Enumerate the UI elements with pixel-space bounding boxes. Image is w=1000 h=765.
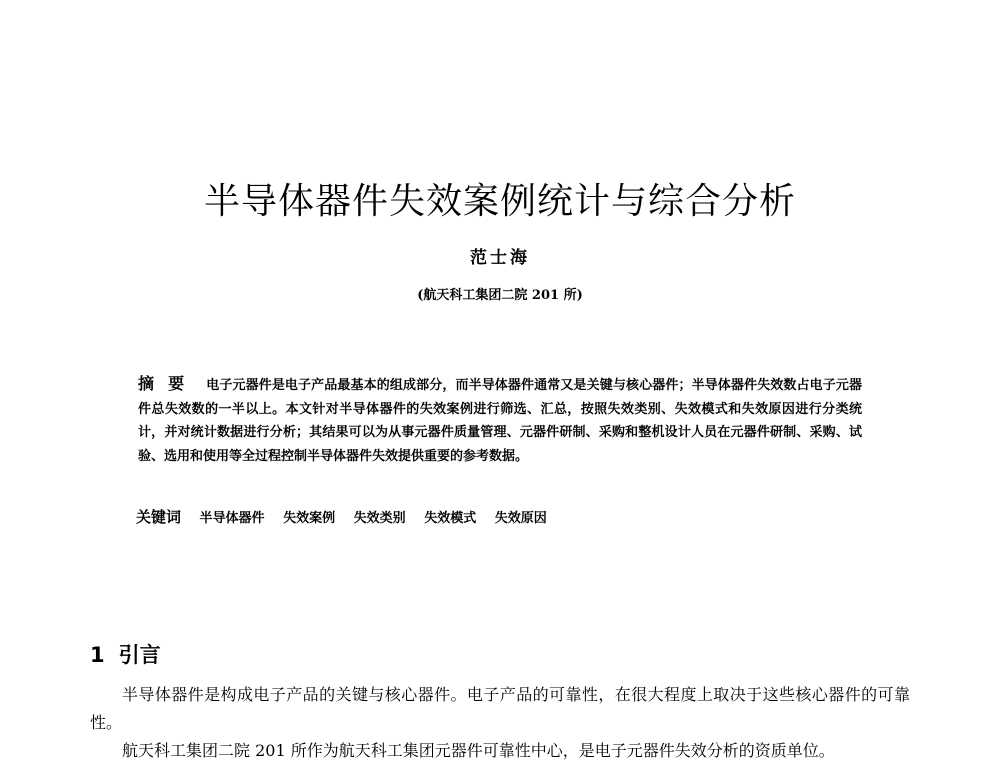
abstract-text: 电子元器件是电子产品最基本的组成部分，而半导体器件通常又是关键与核心器件；半导体器件失效数占电子元器件总失效数的一半以上。本文针对半导体器件的失效案例进行筛选、汇总，按照失效类别、失效模式和失效原因进行分类统计，并对统计数据进行分析；其结果可以为从事元器件质量管理、元器件研制、采购和整机设计人员在元器件研制、采购、试验、选用和使用等全过程控制半导体器件失效提供重要的参考数据。 — [138, 378, 862, 464]
keyword-item: 失效案例 — [283, 511, 336, 526]
abstract-block — [138, 372, 862, 468]
body-paragraph: 半导体器件是构成电子产品的关键与核心器件。电子产品的可靠性，在很大程度上取决于这些核心器件的可靠性。 — [90, 685, 910, 732]
keywords-label: 关键词 — [136, 508, 182, 526]
paper-author: 范士海 — [470, 248, 530, 268]
keyword-item: 失效模式 — [424, 511, 477, 526]
keywords-block — [136, 506, 866, 530]
section-title: 引言 — [118, 643, 161, 667]
body-paragraph: 航天科工集团二院 201 所作为航天科工集团元器件可靠性中心，是电子元器件失效分析的资质单位。 — [122, 741, 835, 760]
paper-affiliation: (航天科工集团二院 201 所) — [417, 288, 583, 303]
section-heading — [90, 641, 161, 669]
keyword-item: 失效类别 — [353, 511, 406, 526]
section-body — [90, 681, 910, 765]
abstract-label: 摘要 — [138, 374, 199, 393]
paper-title: 半导体器件失效案例统计与综合分析 — [203, 181, 796, 222]
section-number: 1 — [90, 643, 105, 667]
keyword-item: 失效原因 — [494, 511, 547, 526]
keyword-item: 半导体器件 — [199, 511, 265, 526]
